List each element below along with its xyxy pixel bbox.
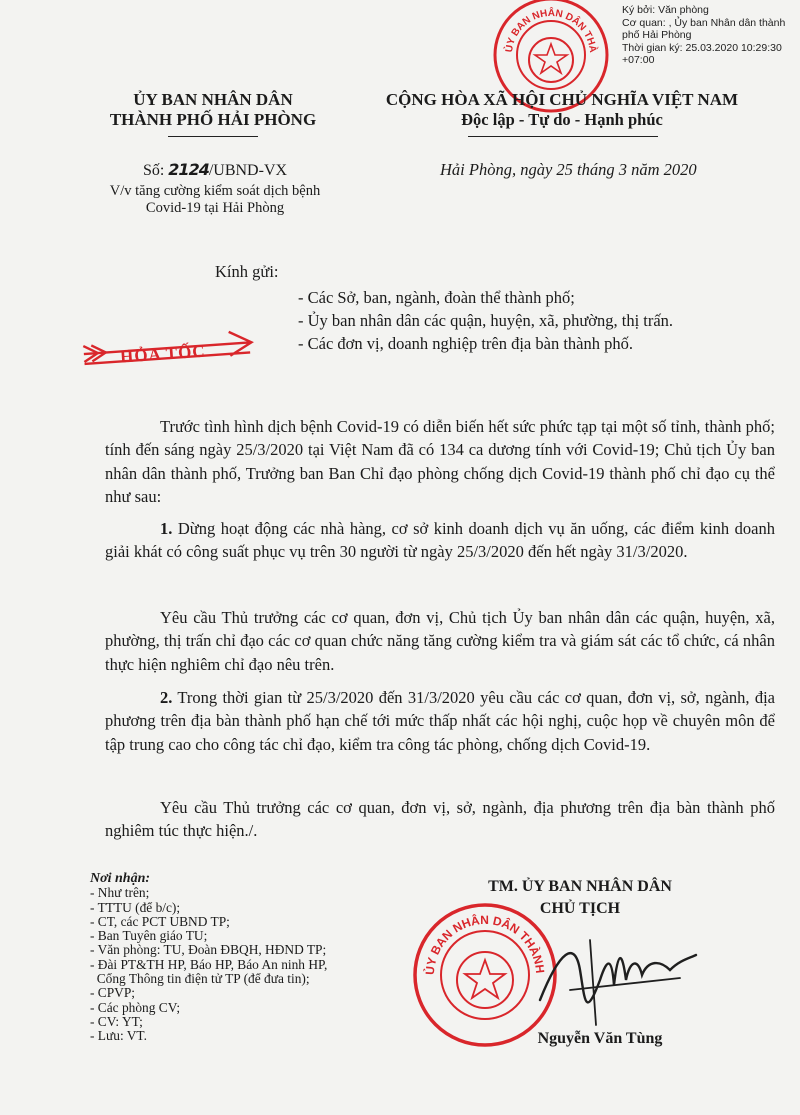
svg-text:ỦY BAN NHÂN DÂN THÀNH PHỐ: ỦY BAN NHÂN DÂN THÀNH PHỐ [405, 889, 548, 976]
urgent-stamp-icon [80, 326, 260, 380]
distribution-item: - Lưu: VT. [90, 1028, 147, 1044]
org-line-1: ỦY BAN NHÂN DÂN [133, 90, 293, 109]
distribution-item: - CV: YT; [90, 1013, 143, 1029]
signer-name: Nguyễn Văn Tùng [537, 1030, 663, 1047]
directive-2-text: Trong thời gian từ 25/3/2020 đến 31/3/2020 yêu cầu các cơ quan, đơn vị, sở, ngành, địa phương trên địa bàn thành phố hạn chế tới mức thấp nhất các hội nghị, cuộc họp về chuyên môn để tập trung cao cho công tác chỉ đạo, kiểm tra công tác phòng, chống dịch Covid-19. [105, 688, 775, 754]
document-subject [70, 183, 360, 217]
signature-scribble-icon [530, 930, 700, 1030]
closing-paragraph: Yêu cầu Thủ trưởng các cơ quan, đơn vị, sở, ngành, địa phương trên địa bàn thành phố nghiêm túc thực hiện./. [105, 798, 775, 841]
recipients-label: Kính gửi: [215, 262, 279, 281]
doc-number-handwritten: 2124 [168, 160, 209, 179]
document-number [70, 160, 360, 180]
nation-motto: Độc lập - Tự do - Hạnh phúc [461, 110, 663, 129]
distribution-item: Cổng Thông tin điện tử TP (để đưa tin); [90, 971, 310, 987]
org-line-2: THÀNH PHỐ HẢI PHÒNG [109, 110, 317, 129]
recipient-item: - Ủy ban nhân dân các quận, huyện, xã, phường, thị trấn. [298, 311, 674, 330]
recipient-item: - Các đơn vị, doanh nghiệp trên địa bàn thành phố. [298, 334, 633, 353]
distribution-item: - CPVP; [90, 985, 136, 1001]
doc-number-prefix: Số: [142, 162, 169, 179]
intro-paragraph: Trước tình hình dịch bệnh Covid-19 có diễn biến hết sức phức tạp tại một số tỉnh, thành phố; tính đến sáng ngày 25/3/2020 tại Việt Nam đã có 134 ca dương tính với Covid-19; Chủ tịch Ủy ban nhân dân thành phố, Trưởng ban Ban Chỉ đạo phòng chống dịch Covid-19 thành phố chỉ đạo cụ thể như sau: [105, 417, 775, 507]
urgent-stamp-text: HỎA TỐC [119, 341, 207, 367]
directive-1-text: Dừng hoạt động các nhà hàng, cơ sở kinh doanh dịch vụ ăn uống, các điểm kinh doanh giải khát có công suất phục vụ trên 30 người từ ngày 25/3/2020 đến hết ngày 31/3/2020. [105, 519, 775, 562]
directive-1-number: 1. [160, 519, 173, 538]
directive-2 [105, 686, 775, 756]
subject-line-1: V/v tăng cường kiểm soát dịch bệnh [109, 183, 321, 199]
motto-underline [468, 136, 658, 137]
svg-text:ỦY BAN NHÂN DÂN THÀNH PHỐ: ỦY BAN NHÂN DÂN THÀ [504, 7, 599, 54]
issuing-organization [78, 90, 348, 130]
signature-time: Thời gian ký: 25.03.2020 10:29:30 +07:00 [622, 41, 782, 67]
issue-date: Hải Phòng, ngày 25 tháng 3 năm 2020 [440, 160, 697, 179]
signature-agency: Cơ quan: , Ủy ban Nhân dân thành phố Hải Phòng [622, 16, 786, 42]
distribution-item: - CT, các PCT UBND TP; [90, 913, 230, 929]
distribution-list [90, 872, 390, 1044]
distribution-item: - Như trên; [90, 885, 150, 901]
distribution-item: - Đài PT&TH HP, Báo HP, Báo An ninh HP, [90, 956, 328, 972]
digital-signature-info [622, 4, 798, 67]
signature-signer: Ký bởi: Văn phòng [622, 4, 709, 16]
doc-number-suffix: /UBND-VX [208, 162, 288, 179]
signature-line-1: TM. ỦY BAN NHÂN DÂN [488, 878, 672, 895]
distribution-title: Nơi nhận: [90, 871, 151, 886]
directive-1 [105, 517, 775, 564]
signature-line-2: CHỦ TỊCH [539, 900, 621, 917]
distribution-item: - Các phòng CV; [90, 999, 181, 1015]
national-header [352, 90, 772, 130]
directive-1-requirement: Yêu cầu Thủ trưởng các cơ quan, đơn vị, Chủ tịch Ủy ban nhân dân các quận, huyện, xã, phường, thị trấn chỉ đạo các cơ quan chức năng tăng cường kiểm tra và giám sát các tổ chức, cá nhân thực hiện nghiêm chỉ đạo nêu trên. [105, 608, 775, 674]
org-underline [168, 136, 258, 137]
recipient-item: - Các Sở, ban, ngành, đoàn thể thành phố; [298, 288, 575, 307]
directive-2-number: 2. [160, 688, 173, 707]
distribution-item: - Văn phòng: TU, Đoàn ĐBQH, HĐND TP; [90, 942, 327, 958]
nation-line-1: CỘNG HÒA XÃ HỘI CHỦ NGHĨA VIỆT NAM [385, 90, 739, 109]
subject-line-2: Covid-19 tại Hải Phòng [145, 200, 285, 216]
distribution-item: - Ban Tuyên giáo TU; [90, 928, 208, 944]
distribution-item: - TTTU (để b/c); [90, 899, 181, 915]
